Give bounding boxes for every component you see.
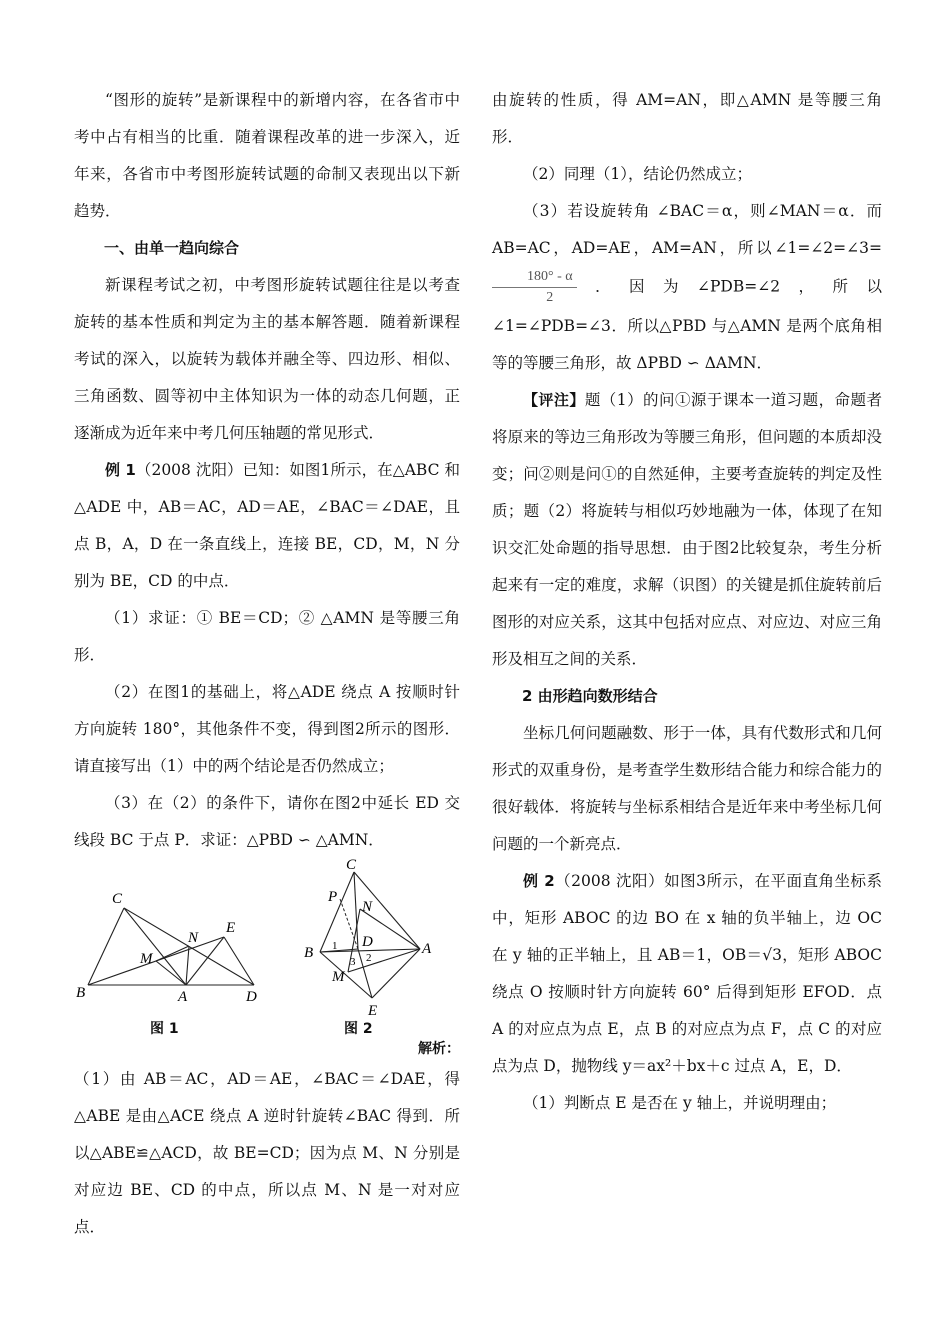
intro-paragraph: “图形的旋转”是新课程中的新增内容，在各省市中考中占有相当的比重．随着课程改革的进一步深入，近年来，各省市中考图形旋转试题的命制又表现出以下新趋势． [74,91,460,220]
example-1-question-3: （3）在（2）的条件下，请你在图2中延长 ED 交线段 BC 于点 P．求证：△PBD ∽ △AMN． [74,794,460,849]
example-1-text: （2008 沈阳）已知：如图1所示，在△ABC 和 △ADE 中，AB＝AC，AD＝AE，∠BAC＝∠DAE，且点 B，A，D 在一条直线上，连接 BE，CD，M，N 分别为 BE，CD 的中点． [74,461,460,590]
solution-part-3-text-a: （3）若设旋转角 ∠BAC＝α，则∠MAN＝α．而 AB=AC，AD=AE，AM=AN，所以∠1=∠2=∠3= [492,202,882,257]
fraction-denominator: 2 [546,290,554,305]
solution-part-2: （2）同理（1），结论仍然成立； [523,165,752,183]
fig1-label-n: N [188,930,199,946]
fig1-label-d: D [246,989,257,1005]
fig2-label-m: M [332,969,345,985]
example-2-text: （2008 沈阳）如图3所示，在平面直角坐标系中，矩形 ABOC 的边 BO 在 x 轴的负半轴上，边 OC 在 y 轴的正半轴上，且 AB＝1，OB＝√3，矩形 ABOC 绕点 O 按顺时针方向旋转 60° 后得到矩形 EFOD．点 A 的对应点为点 E，点 B 的对应点为点 F，点 C 的对应点为点 D，抛物线 y＝ax²＋bx＋c 过点 A，E，D． [492,872,882,1075]
fraction-numerator: 180° - α [492,267,577,288]
example-1-label: 例 1 [105,461,136,479]
fig2-angle-3: 3 [350,956,356,968]
solution-heading: 解析： [418,1041,460,1057]
fig1-label-m: M [140,951,153,967]
example-2-question-1: （1）判断点 E 是否在 y 轴上，并说明理由； [523,1094,837,1112]
fig2-label-p: P [328,889,338,905]
example-1-statement [74,452,460,600]
fig1-label-a: A [178,989,188,1005]
example-1-question-1: （1）求证：① BE＝CD；② △AMN 是等腰三角形． [74,609,460,664]
figure-2-caption: 图 2 [344,1021,373,1037]
section-heading-1: 一、由单一趋向综合 [104,239,240,257]
fig2-label-e: E [368,1003,378,1017]
comment-label: 【评注】 [523,391,585,409]
section-2-paragraph: 坐标几何问题融数、形于一体，具有代数形式和几何形式的双重身份，是考查学生数形结合能力和综合能力的很好载体．将旋转与坐标系相结合是近年来中考坐标几何问题的一个新亮点． [492,724,882,853]
fig1-label-c: C [112,891,123,907]
fig2-label-c: C [346,857,357,873]
section-1-paragraph: 新课程考试之初，中考图形旋转试题往往是以考查旋转的基本性质和判定为主的基本解答题．随着新课程考试的深入，以旋转为载体并融全等、四边形、相似、三角函数、圆等初中主体知识为一体的动态几何题，正逐渐成为近年来中考几何压轴题的常见形式． [74,276,460,442]
angle-fraction [492,267,577,308]
fig1-label-e: E [226,920,236,936]
right-column [492,82,882,1122]
fig2-label-b: B [304,945,314,961]
comment-text: 题（1）的问①源于课本一道习题，命题者将原来的等边三角形改为等腰三角形，但问题的本质却没变；问②则是问①的自然延伸，主要考查旋转的判定及性质；题（2）将旋转与相似巧妙地融为一体，体现了在知识交汇处命题的指导思想．由于图2比较复杂，考生分析起来有一定的难度，求解（识图）的关键是抓住旋转前后图形的对应关系，这其中包括对应点、对应边、对应三角形及相互之间的关系． [492,391,882,668]
figure-2-diagram [298,857,458,1017]
example-2-label: 例 2 [523,872,555,890]
fig2-angle-1: 1 [332,940,338,952]
figure-1-caption: 图 1 [150,1021,179,1037]
example-1-question-2: （2）在图1的基础上，将△ADE 绕点 A 按顺时针方向旋转 180°，其他条件不变，得到图2所示的图形．请直接写出（1）中的两个结论是否仍然成立； [74,683,460,775]
comment-paragraph [492,382,882,678]
fig2-label-a: A [422,941,432,957]
solution-part-1: （1）由 AB＝AC，AD＝AE，∠BAC＝∠DAE，得△ABE 是由△ACE 绕点 A 逆时针旋转∠BAC 得到．所以△ABE≌△ACD，故 BE=CD；因为点 M、N 分别是对应边 BE、CD 的中点，所以点 M、N 是一对对应点． [74,1070,460,1236]
fig2-label-d: D [362,934,373,950]
fig1-label-b: B [76,985,86,1001]
fig2-label-n: N [362,899,373,915]
left-column [74,82,460,1246]
solution-part-1-continued: 由旋转的性质，得 AM=AN，即△AMN 是等腰三角形． [492,91,882,146]
figures-row [74,857,460,1037]
fig2-angle-2: 2 [366,952,372,964]
example-2-statement [492,863,882,1085]
solution-part-3 [492,193,882,382]
section-heading-2: 2 由形趋向数形结合 [522,687,658,705]
solution-part-3-text-b: ．因为∠PDB=∠2，所以∠1=∠PDB=∠3．所以△PBD 与△AMN 是两个底角相等的等腰三角形，故 ΔPBD ∽ ΔAMN． [492,277,882,372]
figure-1-diagram [74,867,274,1017]
